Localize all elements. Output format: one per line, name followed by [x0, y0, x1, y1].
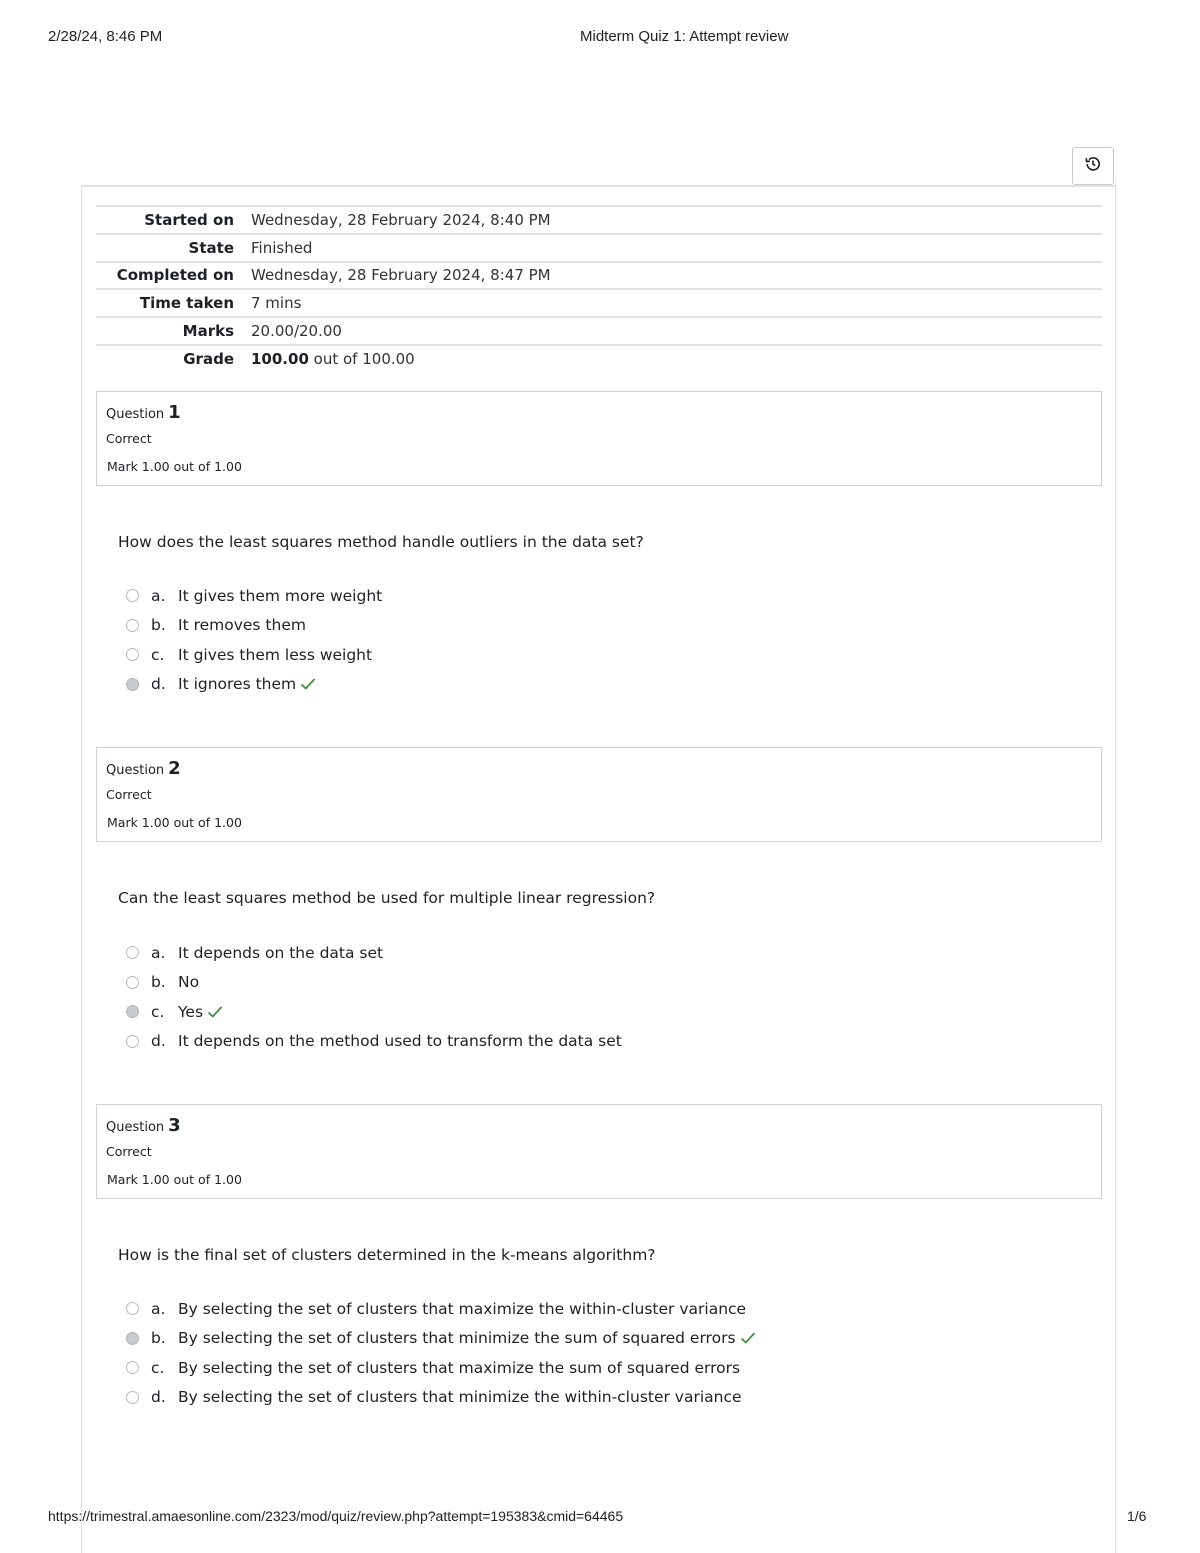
summary-row-time — [96, 288, 1102, 316]
answer-option-selected[interactable]: c. Yes — [126, 997, 622, 1027]
question-number: Question 3 — [106, 1115, 181, 1136]
summary-value — [251, 350, 415, 368]
summary-row-grade — [96, 344, 1102, 372]
answer-option[interactable]: a. By selecting the set of clusters that maximize the within-cluster variance — [126, 1294, 756, 1324]
summary-value: Finished — [251, 238, 313, 257]
question-state: Correct — [106, 787, 152, 802]
print-page-number: 1/6 — [1127, 1508, 1147, 1524]
answer-option[interactable]: a. It gives them more weight — [126, 581, 382, 611]
answer-option[interactable]: a. It depends on the data set — [126, 938, 622, 968]
summary-label: State — [188, 238, 234, 257]
print-footer-url: https://trimestral.amaesonline.com/2323/mod/quiz/review.php?attempt=195383&cmid=64465 — [48, 1508, 624, 1524]
question-mark: Mark 1.00 out of 1.00 — [107, 815, 242, 830]
answer-option[interactable]: d. By selecting the set of clusters that minimize the within-cluster variance — [126, 1383, 756, 1413]
answer-list-1 — [126, 581, 382, 699]
summary-label: Marks — [182, 322, 234, 341]
summary-row-state — [96, 233, 1102, 261]
correct-check-icon — [207, 1005, 223, 1019]
answer-option[interactable]: c. It gives them less weight — [126, 640, 382, 670]
question-text-1: How does the least squares method handle outliers in the data set? — [118, 533, 644, 551]
summary-label: Time taken — [139, 294, 234, 313]
question-mark: Mark 1.00 out of 1.00 — [107, 459, 242, 474]
summary-value: 20.00/20.00 — [251, 322, 342, 341]
answer-option[interactable]: b. No — [126, 968, 622, 998]
question-text-2: Can the least squares method be used for multiple linear regression? — [118, 889, 656, 907]
radio-button[interactable] — [126, 648, 139, 661]
summary-value: Wednesday, 28 February 2024, 8:40 PM — [251, 210, 551, 229]
summary-value: Wednesday, 28 February 2024, 8:47 PM — [251, 266, 551, 285]
question-state: Correct — [106, 431, 152, 446]
correct-check-icon — [300, 677, 316, 691]
grade-out-of: out of 100.00 — [313, 349, 415, 368]
attempt-summary-table — [96, 205, 1102, 372]
history-button[interactable] — [1072, 147, 1114, 185]
radio-button[interactable] — [126, 1361, 139, 1374]
answer-list-2 — [126, 938, 622, 1056]
radio-button[interactable] — [126, 619, 139, 632]
print-datetime: 2/28/24, 8:46 PM — [48, 28, 163, 45]
answer-option-selected[interactable]: d. It ignores them — [126, 670, 382, 700]
radio-button[interactable] — [126, 976, 139, 989]
answer-option[interactable]: b. It removes them — [126, 611, 382, 641]
radio-button[interactable] — [126, 1391, 139, 1404]
summary-row-started — [96, 205, 1102, 233]
question-info-3 — [96, 1104, 1102, 1199]
summary-value: 7 mins — [251, 294, 302, 313]
summary-label: Completed on — [116, 266, 234, 285]
radio-button[interactable] — [126, 1302, 139, 1315]
summary-label: Started on — [144, 210, 234, 229]
radio-button[interactable] — [126, 946, 139, 959]
summary-row-completed — [96, 261, 1102, 289]
summary-row-marks — [96, 316, 1102, 344]
grade-score: 100.00 — [251, 349, 309, 368]
question-state: Correct — [106, 1144, 152, 1159]
answer-option[interactable]: d. It depends on the method used to transform the data set — [126, 1027, 622, 1057]
question-info-2 — [96, 747, 1102, 842]
question-info-1 — [96, 391, 1102, 486]
question-number: Question 1 — [106, 402, 181, 423]
summary-label: Grade — [183, 349, 234, 368]
question-text-3: How is the final set of clusters determined in the k-means algorithm? — [118, 1246, 656, 1264]
question-mark: Mark 1.00 out of 1.00 — [107, 1172, 242, 1187]
question-number: Question 2 — [106, 758, 181, 779]
answer-list-3 — [126, 1294, 756, 1412]
correct-check-icon — [740, 1331, 756, 1345]
radio-button[interactable] — [126, 1035, 139, 1048]
answer-option-selected[interactable]: b. By selecting the set of clusters that minimize the sum of squared errors — [126, 1324, 756, 1354]
radio-button-checked[interactable] — [126, 1332, 139, 1345]
print-page-title: Midterm Quiz 1: Attempt review — [580, 28, 789, 45]
radio-button[interactable] — [126, 589, 139, 602]
radio-button-checked[interactable] — [126, 678, 139, 691]
answer-option[interactable]: c. By selecting the set of clusters that maximize the sum of squared errors — [126, 1353, 756, 1383]
radio-button-checked[interactable] — [126, 1005, 139, 1018]
history-icon — [1084, 155, 1102, 177]
